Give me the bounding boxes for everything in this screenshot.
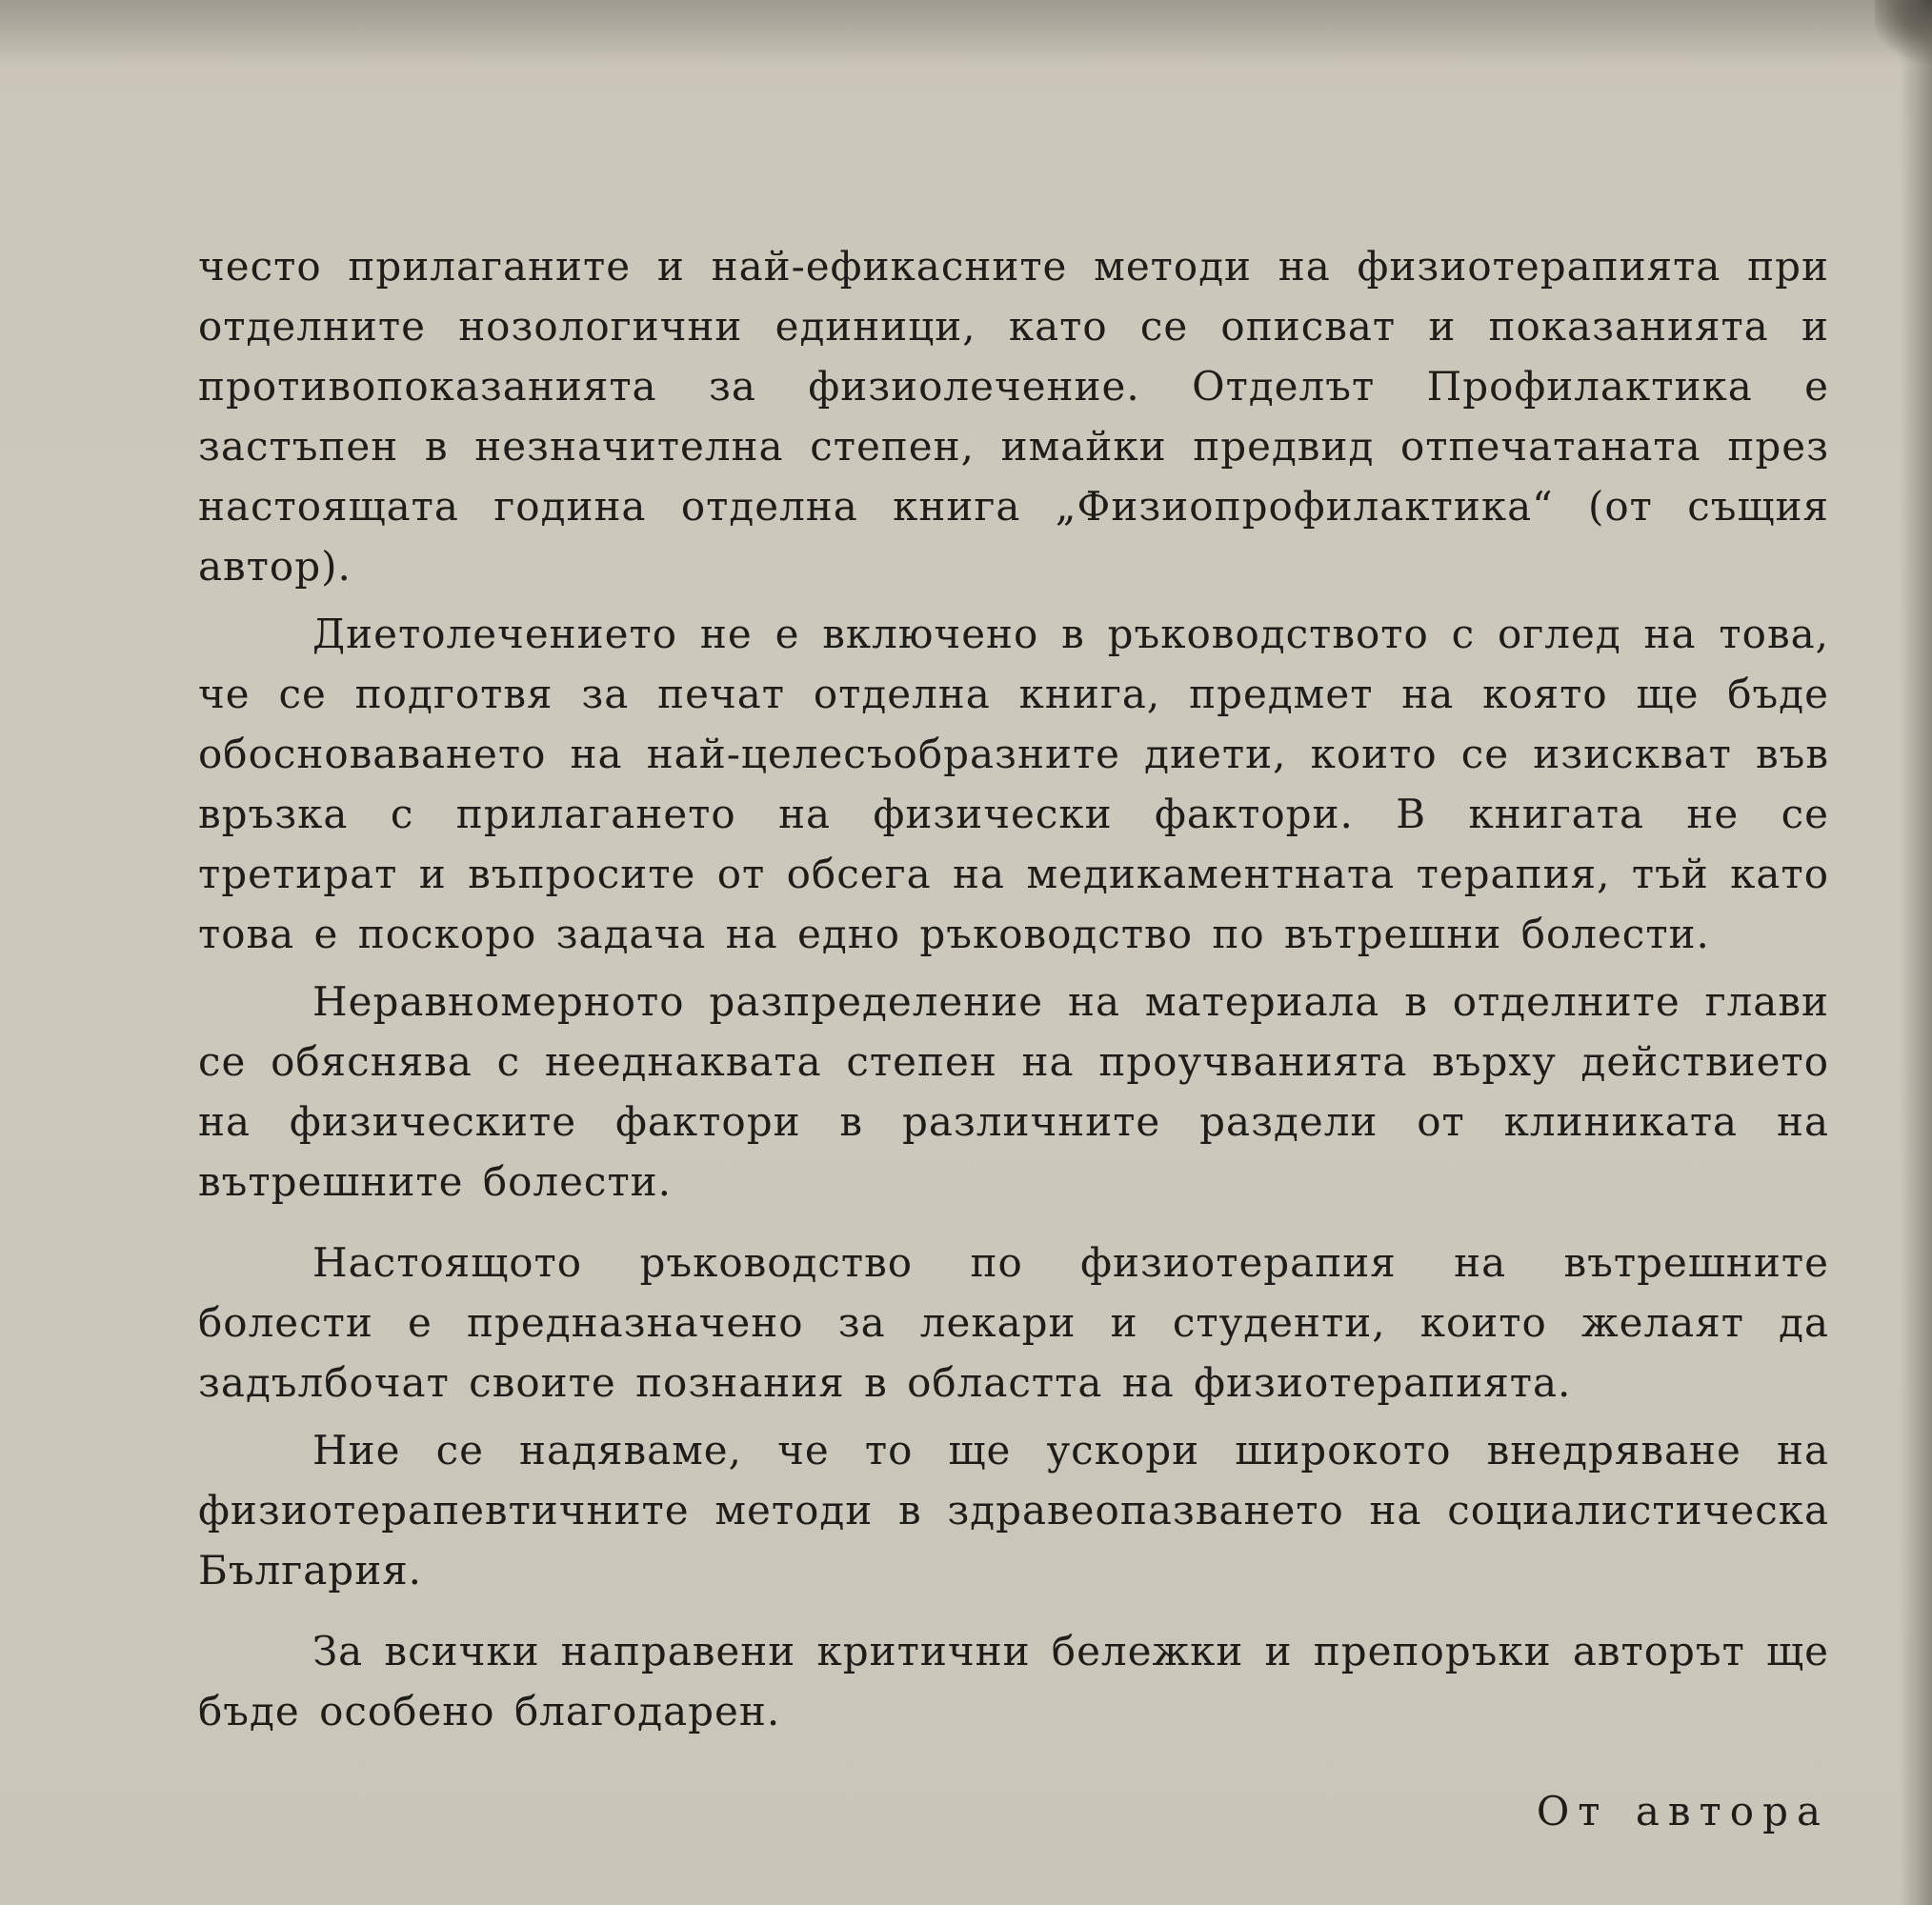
paragraph-uneven-distribution: Неравномерното разпределение на материала в отделните глави се обяснява с нееднаквата степен на проучванията върху действието на физическите фактори в различните раздели от клиниката на вътрешните болести. (198, 978, 1829, 1205)
paragraph-diet-therapy: Диетолечението не е включено в ръководството с оглед на това, че се подготвя за печат отделна книга, предмет на която ще бъде обосноваването на най-целесъобразните диети, които се изискват във връзка с прилагането на физически фактори. В книгата не се третират и въпросите от обсега на медикаментната терапия, тъй като това е поскоро задача на едно ръководство по вътрешни болести. (198, 611, 1829, 957)
paragraph-physiotherapy-methods: често прилаганите и най-ефикасните методи на физиотерапията при отделните нозологични единици, като се описват и показанията и противопоказанията за физиолечение. Отделът Профилактика е застъпен в незначителна степен, имайки предвид отпечатаната през настоящата година отделна книга „Физиопрофилактика“ (от същия автор). (198, 243, 1829, 590)
page-top-edge-shadow (0, 0, 1932, 67)
paragraph-gratitude: За всички направени критични бележки и препоръки авторът ще бъде особено благодарен. (198, 1628, 1829, 1735)
paragraph-intended-audience: Настоящото ръководство по физиотерапия на вътрешните болести е предназначено за лекари и студенти, които желаят да задълбочат своите познания в областта на физиотерапията. (198, 1239, 1829, 1406)
page-right-edge-shadow (1900, 0, 1932, 1905)
page-text-block (198, 236, 1829, 1841)
paragraph-hope: Ние се надяваме, че то ще ускори широкото внедряване на физиотерапевтичните методи в здравеопазването на социалистическа България. (198, 1427, 1829, 1594)
page-corner-wear (1875, 0, 1932, 67)
author-signature: От автора (1536, 1788, 1829, 1835)
